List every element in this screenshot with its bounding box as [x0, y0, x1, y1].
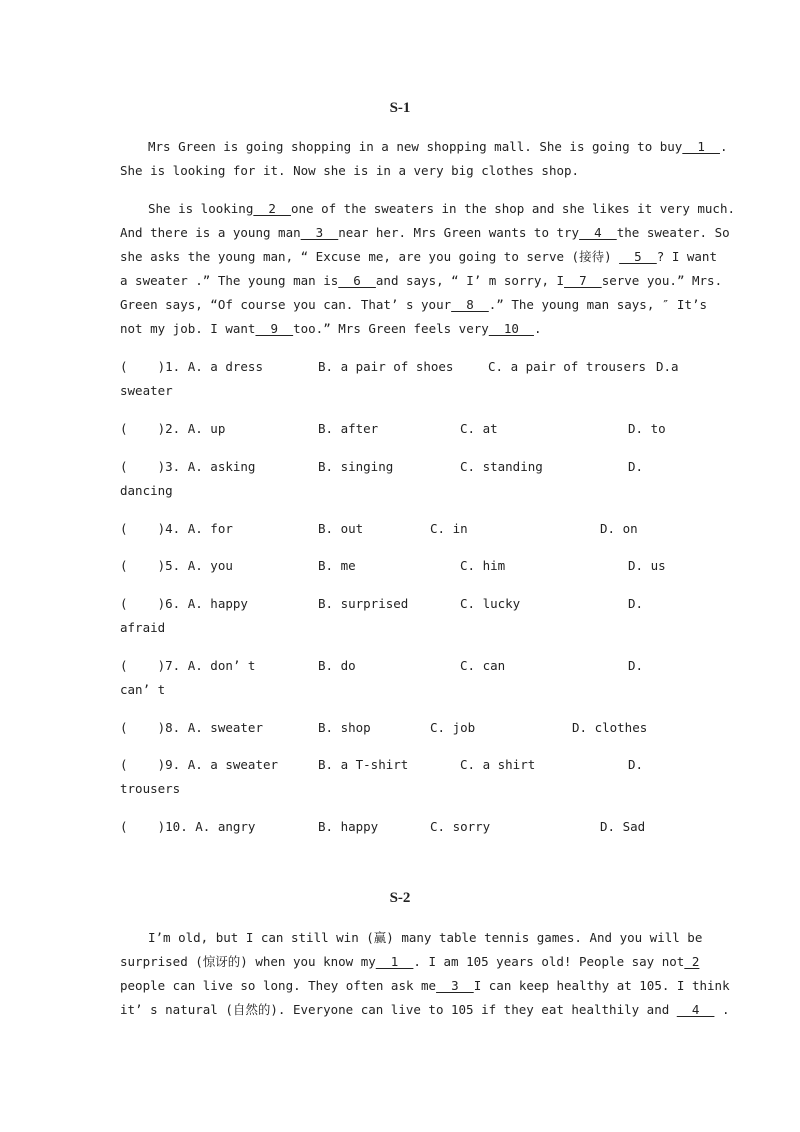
option-d: D.: [628, 458, 644, 474]
text-line: [120, 197, 736, 221]
option-d: D.: [628, 657, 644, 673]
option-b: B. a T-shirt: [318, 757, 409, 772]
option-d: D. on: [600, 520, 638, 536]
option-c: C. him: [460, 558, 506, 573]
option-b: B. happy: [318, 819, 379, 834]
answer-blank: 2: [253, 201, 291, 216]
text-line: [120, 950, 700, 974]
text-line: [120, 293, 708, 317]
text-line: [120, 221, 730, 245]
text-run: it’ s natural (自然的). Everyone can live to 105 if they eat healthily and: [120, 1002, 677, 1017]
answer-blank: 9: [255, 321, 294, 336]
text-run: She is looking for it. Now she is in a very big clothes shop.: [120, 163, 580, 178]
answer-blank: 3: [300, 225, 339, 240]
question-row: [120, 592, 680, 616]
text-line: [120, 245, 717, 269]
text-run: She is looking: [148, 201, 254, 216]
text-run: And there is a young man: [120, 225, 301, 240]
option-b: B. out: [318, 520, 364, 536]
question-row: [120, 815, 680, 839]
option-d: D. us: [628, 558, 666, 573]
text-run: not my job. I want: [120, 321, 256, 336]
question-stem: ( )8. A. sweater: [120, 719, 263, 735]
option-b: B. shop: [318, 719, 371, 735]
option-d: D.: [628, 595, 644, 611]
option-d: D. clothes: [572, 719, 648, 735]
answer-blank: 3: [436, 978, 474, 993]
question-stem: ( )3. A. asking: [120, 458, 256, 474]
option-d-continued: can’ t: [120, 681, 166, 697]
text-run: ? I want: [656, 249, 717, 264]
text-run: Mrs Green is going shopping in a new shopping mall. She is going to buy: [148, 139, 683, 154]
question-stem: ( )2. A. up: [120, 421, 226, 436]
text-run: .” The young man says, ″ It’s: [488, 297, 708, 312]
text-line: [120, 159, 680, 183]
text-line: [120, 998, 730, 1022]
answer-blank: 4: [579, 225, 617, 240]
text-run: .: [533, 321, 542, 336]
answer-blank: 7: [564, 273, 602, 288]
option-b: B. a pair of shoes: [318, 359, 454, 374]
text-line: [120, 135, 728, 159]
option-b: B. surprised: [318, 595, 409, 611]
option-c: C. a pair of trousers: [488, 359, 647, 374]
option-d: D. Sad: [600, 819, 646, 834]
question-stem: ( )10. A. angry: [120, 819, 256, 834]
option-d: D. to: [628, 421, 666, 436]
option-c: C. sorry: [430, 819, 491, 834]
text-run: one of the sweaters in the shop and she likes it very much.: [291, 201, 736, 216]
option-c: C. at: [460, 421, 498, 436]
answer-blank: 6: [338, 273, 376, 288]
question-row: [120, 455, 680, 479]
question-stem: ( )5. A. you: [120, 558, 233, 573]
question-stem: ( )4. A. for: [120, 520, 233, 536]
text-line: [120, 926, 703, 950]
option-c: C. can: [460, 657, 506, 673]
text-run: too.” Mrs Green feels very: [293, 321, 489, 336]
option-c: C. in: [430, 520, 468, 536]
text-run: I can keep healthy at 105. I think: [473, 978, 730, 993]
text-run: .: [714, 1002, 730, 1017]
question-stem: ( )9. A. a sweater: [120, 757, 279, 772]
text-run: surprised (惊讶的) when you know my: [120, 954, 376, 969]
text-run: I’m old, but I can still win (赢) many table tennis games. And you will be: [148, 930, 703, 945]
text-run: people can live so long. They often ask me: [120, 978, 437, 993]
text-line: [120, 317, 680, 341]
answer-blank: 1: [375, 954, 414, 969]
text-line: [120, 974, 730, 998]
question-row: [120, 654, 680, 678]
option-c: C. job: [430, 719, 476, 735]
answer-blank: 8: [451, 297, 489, 312]
option-b: B. singing: [318, 458, 394, 474]
question-row: [120, 554, 680, 578]
answer-blank: 4: [676, 1002, 715, 1017]
text-run: .: [719, 139, 728, 154]
question-row: [120, 417, 680, 441]
text-run: the sweater. So: [616, 225, 730, 240]
answer-blank: 5: [619, 249, 657, 264]
text-run: a sweater .” The young man is: [120, 273, 339, 288]
question-row: [120, 355, 680, 379]
question-row: [120, 753, 680, 777]
question-row: [120, 517, 680, 541]
option-b: B. me: [318, 558, 356, 573]
text-run: near her. Mrs Green wants to try: [338, 225, 580, 240]
option-c: C. a shirt: [460, 757, 536, 772]
option-d-continued: sweater: [120, 383, 173, 398]
option-c: C. standing: [460, 458, 543, 474]
option-d: D.: [628, 757, 644, 772]
question-stem: ( )1. A. a dress: [120, 359, 263, 374]
option-d: D.a: [656, 359, 679, 374]
text-run: she asks the young man, “ Excuse me, are you going to serve (接待): [120, 249, 620, 264]
answer-blank: 1: [682, 139, 720, 154]
option-b: B. after: [318, 421, 379, 436]
option-d-continued: dancing: [120, 482, 173, 498]
s2-paragraph-1: [120, 926, 730, 1022]
text-run: and says, “ I’ m sorry, I: [375, 273, 565, 288]
option-d-continued: afraid: [120, 619, 166, 635]
text-run: serve you.” Mrs.: [601, 273, 723, 288]
section-title-s2: S-2: [389, 890, 411, 906]
text-run: . I am 105 years old! People say not: [413, 954, 685, 969]
section-title-s1: S-1: [389, 100, 411, 116]
option-c: C. lucky: [460, 595, 521, 611]
question-stem: ( )7. A. don’ t: [120, 657, 256, 673]
option-d-continued: trousers: [120, 781, 181, 796]
text-line: [120, 269, 723, 293]
question-stem: ( )6. A. happy: [120, 595, 248, 611]
question-row: [120, 716, 680, 740]
s1-paragraph-2: [120, 197, 736, 341]
s1-paragraph-1: [120, 135, 728, 183]
answer-blank: 10: [488, 321, 534, 336]
text-run: Green says, “Of course you can. That’ s your: [120, 297, 452, 312]
answer-blank: 2: [684, 954, 700, 969]
option-b: B. do: [318, 657, 356, 673]
